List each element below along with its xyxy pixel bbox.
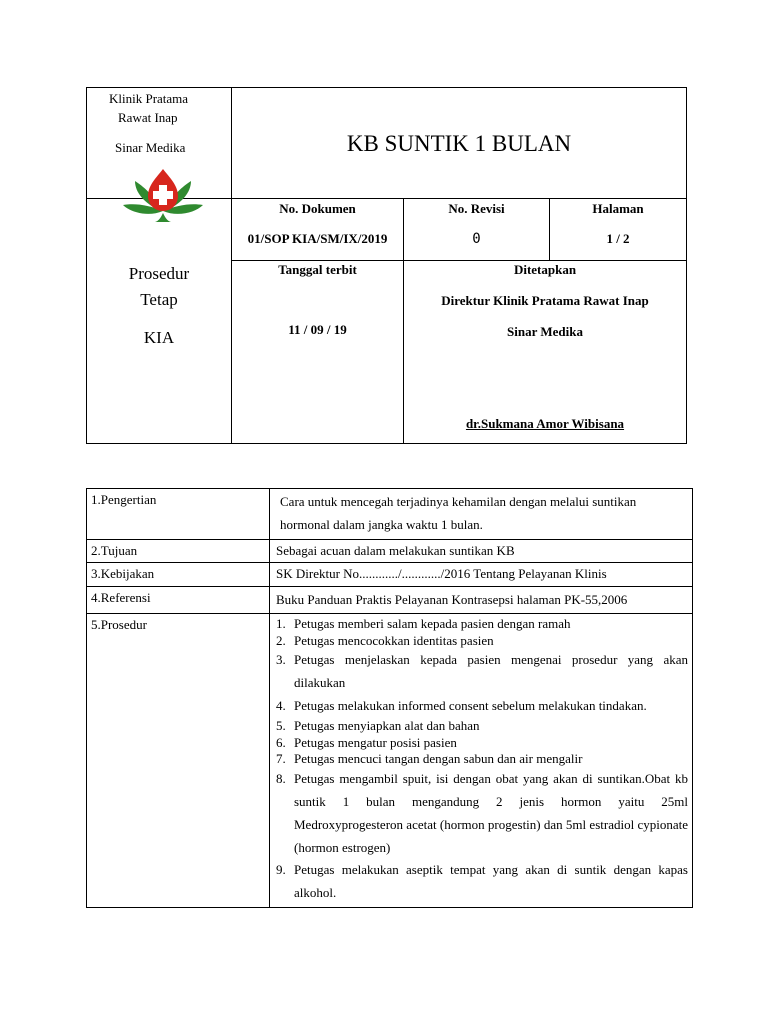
prosedur-label: 5.Prosedur [87,613,270,907]
clinic-name-line1: Klinik Pratama [109,91,189,106]
list-item [276,616,688,633]
step-text: Petugas melakukan informed consent sebelum melakukan tindakan. [294,697,647,713]
divider-doc-row [231,260,687,261]
issue-date-value: 11 / 09 / 19 [288,322,347,337]
step-number: 3. [276,652,286,668]
signatory [404,416,686,432]
step-number: 6. [276,734,286,750]
procedure-line2: Tetap [140,290,178,309]
approver-line2: Sinar Medika [507,324,583,339]
step-number: 2. [276,632,286,648]
issue-date-label: Tanggal terbit [278,262,357,277]
step-text: Petugas memberi salam kepada pasien dengan ramah [294,615,571,631]
row-prosedur [87,613,693,907]
step-text: Petugas melakukan aseptik tempat yang akan di suntik dengan kapas alkohol. [294,862,688,901]
pengertian-text: Cara untuk mencegah terjadinya kehamilan dengan melalui suntikan hormonal dalam jangka waktu 1 bulan. [280,494,637,532]
row-tujuan [87,539,693,563]
step-text: Petugas mengatur posisi pasien [294,734,457,750]
step-text: Petugas mencuci tangan dengan sabun dan air mengalir [294,751,583,767]
pengertian-cell [270,489,693,540]
tujuan-text: Sebagai acuan dalam melakukan suntikan KB [270,539,693,563]
border-right [686,87,687,444]
step-text: Petugas mencocokkan identitas pasien [294,632,494,648]
step-text: Petugas mengambil spuit, isi dengan obat yang akan di suntikan.Obat kb suntik 1 bulan mengandung 2 jenis hormon yaitu 25ml Medroxyprogesteron acetat (hormon progestin) dan 5ml estradiol cypionate (hormon estrogen) [294,771,688,855]
step-number: 9. [276,862,286,878]
doc-no-label: No. Dokumen [279,201,356,216]
kebijakan-text: SK Direktur No............/............/2016 Tentang Pelayanan Klinis [270,563,693,587]
procedure-line3: KIA [143,328,175,347]
list-item [276,649,688,695]
procedure-type [87,261,231,351]
document-title: KB SUNTIK 1 BULAN [346,131,572,156]
list-item [276,735,688,752]
step-number: 7. [276,751,286,767]
clinic-name-line2: Rawat Inap [118,110,178,125]
step-number: 4. [276,697,286,713]
referensi-label: 4.Referensi [87,587,270,613]
row-pengertian [87,489,693,540]
step-text: Petugas menyiapkan alat dan bahan [294,717,480,733]
doc-no-value: 01/SOP KIA/SM/IX/2019 [247,231,388,246]
page-label: Halaman [592,201,644,216]
kebijakan-label: 3.Kebijakan [87,563,270,587]
approved-label: Ditetapkan [513,262,577,277]
approver-line1: Direktur Klinik Pratama Rawat Inap [441,293,649,308]
step-number: 5. [276,717,286,733]
page-value: 1 / 2 [606,231,630,246]
list-item [276,859,688,905]
procedure-steps [276,616,688,905]
revision-value: 0 [472,231,481,247]
list-item [276,768,688,859]
step-number: 8. [276,771,286,787]
row-referensi [87,587,693,613]
step-text: Petugas menjelaskan kepada pasien mengenai prosedur yang akan dilakukan [294,652,688,691]
list-item [276,695,688,718]
clinic-logo [121,167,205,223]
border-top [86,87,687,88]
referensi-text: Buku Panduan Praktis Pelayanan Kontrasepsi halaman PK-55,2006 [270,587,693,613]
clinic-name-line3: Sinar Medika [115,140,186,155]
sop-content-table [86,488,693,908]
signatory-name: dr.Sukmana Amor Wibisana [465,416,625,431]
pengertian-label: 1.Pengertian [87,489,270,540]
step-number: 1. [276,615,286,631]
prosedur-cell [270,613,693,907]
tujuan-label: 2.Tujuan [87,539,270,563]
row-kebijakan [87,563,693,587]
list-item [276,751,688,768]
border-bottom [86,443,687,444]
revision-label: No. Revisi [448,201,505,216]
list-item [276,718,688,735]
procedure-line1: Prosedur [128,264,190,283]
clinic-name [100,89,220,157]
list-item [276,633,688,650]
